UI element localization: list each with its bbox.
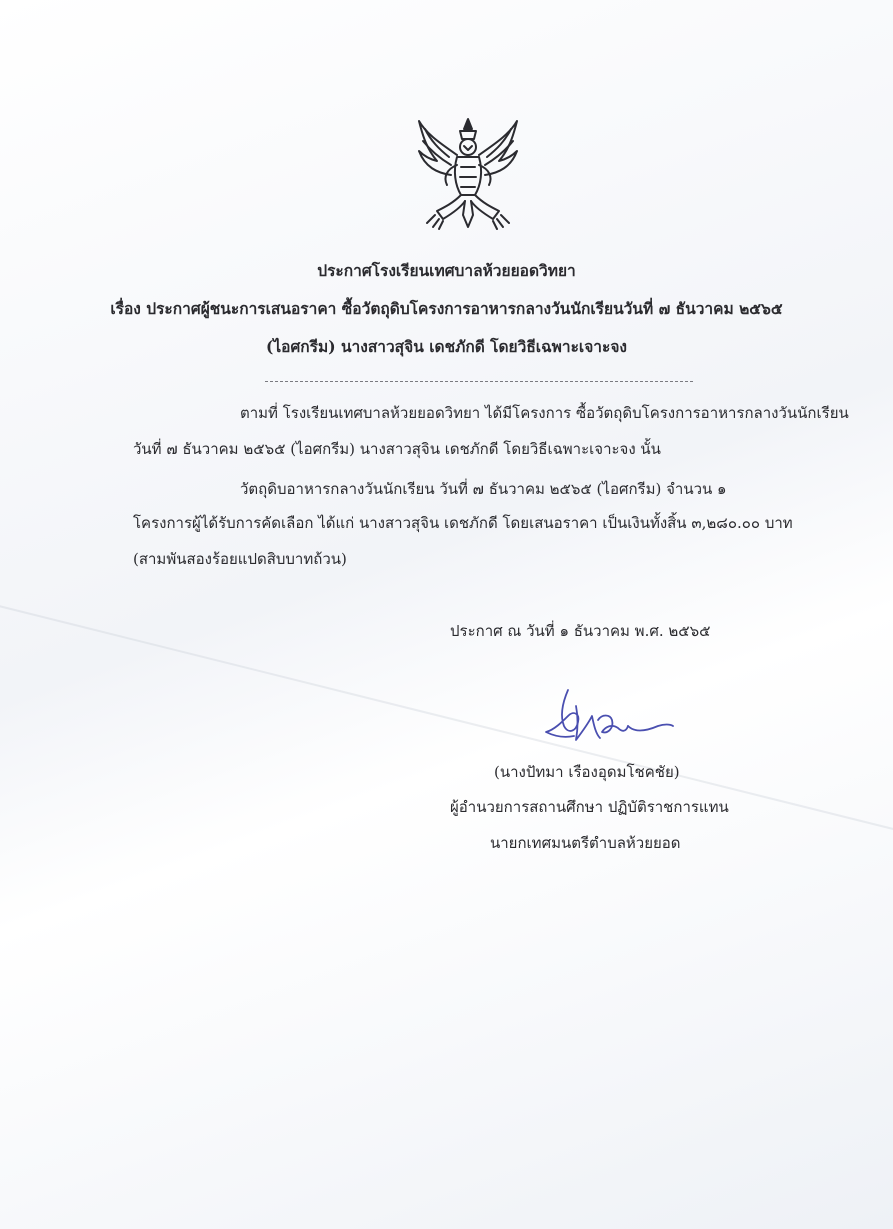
subject-line-2: (ไอศกรีม) นางสาวสุจิน เดชภักดี โดยวิธีเฉพาะเจาะจง: [266, 337, 627, 356]
handwritten-signature: [540, 686, 675, 752]
subject-line-1: เรื่อง ประกาศผู้ชนะการเสนอราคา ซื้อวัตถุดิบโครงการอาหารกลางวันนักเรียนวันที่ ๗ ธันวาคม ๒๕๖๕: [110, 299, 783, 318]
paragraph-2-line-1: วัตถุดิบอาหารกลางวันนักเรียน วันที่ ๗ ธันวาคม ๒๕๖๕ (ไอศกรีม) จำนวน ๑: [240, 480, 727, 498]
signer-position-line-2: นายกเทศมนตรีตำบลห้วยยอด: [490, 834, 681, 852]
garuda-emblem-icon: [413, 115, 523, 233]
signer-name: (นางปัทมา เรืองอุดมโชคชัย): [494, 763, 680, 781]
paragraph-1-line-2: วันที่ ๗ ธันวาคม ๒๕๖๕ (ไอศกรีม) นางสาวสุจิน เดชภักดี โดยวิธีเฉพาะเจาะจง นั้น: [133, 440, 661, 458]
signer-position-line-1: ผู้อำนวยการสถานศึกษา ปฏิบัติราชการแทน: [450, 798, 729, 816]
paragraph-2-line-2: โครงการผู้ได้รับการคัดเลือก ได้แก่ นางสาวสุจิน เดชภักดี โดยเสนอราคา เป็นเงินทั้งสิ้น ๓,๒๘๐.๐๐ บาท: [133, 514, 793, 532]
paragraph-1-line-1: ตามที่ โรงเรียนเทศบาลห้วยยอดวิทยา ได้มีโครงการ ซื้อวัตถุดิบโครงการอาหารกลางวันนักเรียน: [240, 404, 849, 422]
paragraph-2-line-3: (สามพันสองร้อยแปดสิบบาทถ้วน): [133, 550, 347, 568]
announcement-date: ประกาศ ณ วันที่ ๑ ธันวาคม พ.ศ. ๒๕๖๕: [450, 622, 711, 640]
announcement-title: ประกาศโรงเรียนเทศบาลห้วยยอดวิทยา: [317, 261, 576, 280]
header-divider: [265, 381, 693, 382]
